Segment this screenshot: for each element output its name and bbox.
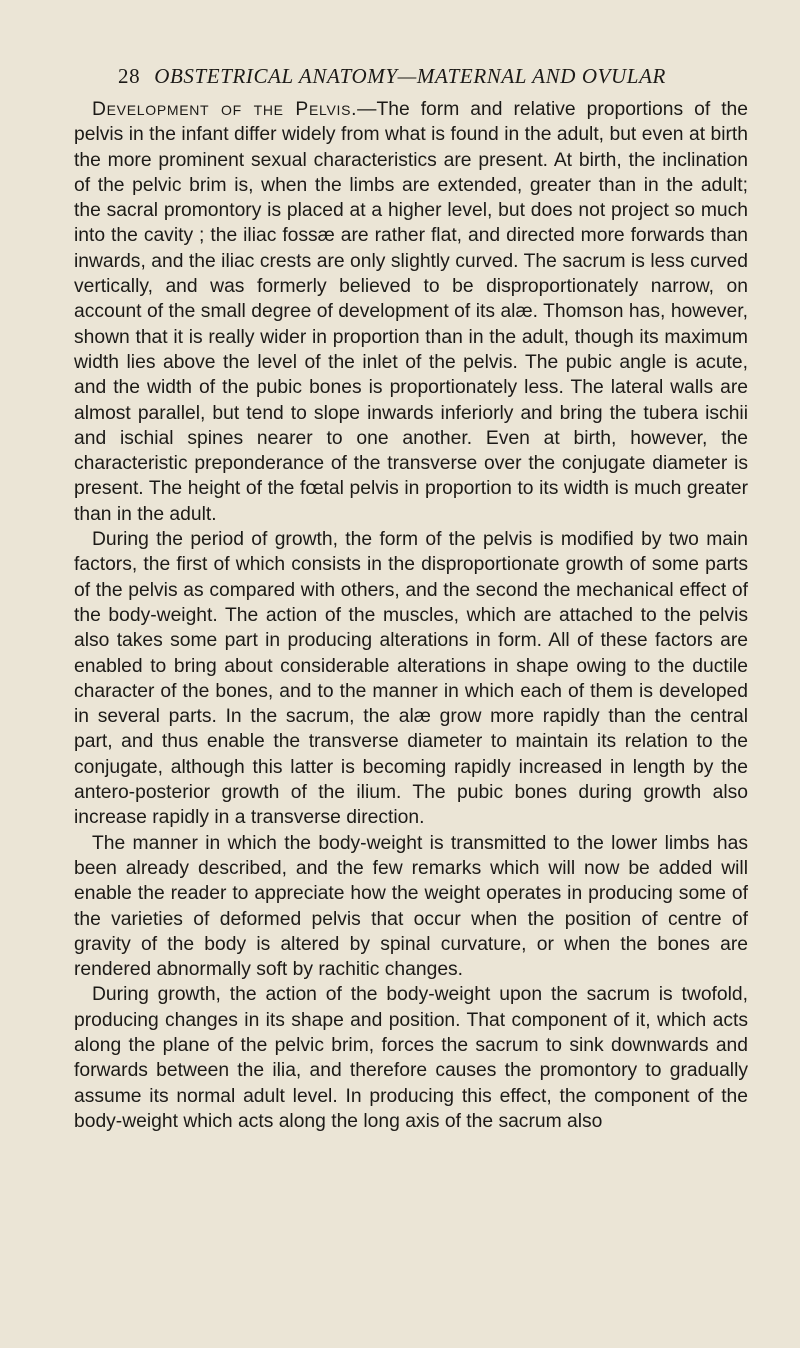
paragraph: During growth, the action of the body-weight upon the sacrum is twofold, producing changes in its shape and position. That component of it, which acts along the plane of the pelvic brim, forces the sacrum to sink downwards and forwards between the ilia, and therefore causes the promontory to gradually assume its normal adult level. In producing this effect, the component of the body-weight which acts along the long axis of the sacrum also [74, 984, 748, 1132]
paragraph: During the period of growth, the form of the pelvis is modified by two main factors, the first of which consists in the disproportionate growth of some parts of the pelvis as compared with others, and the second the mechanical effect of the body-weight. The action of the muscles, which are attached to the pelvis also takes some part in producing alterations in form. All of these factors are enabled to bring about considerable alterations in shape owing to the ductile character of the bones, and to the manner in which each of them is developed in several parts. In the sacrum, the alæ grow more rapidly than the central part, and thus enable the transverse diameter to maintain its relation to the conjugate, although this latter is becoming rapidly increased in length by the antero-posterior growth of the ilium. The pubic bones during growth also increase rapidly in a transverse direction. [74, 529, 748, 829]
section-heading: Development of the Pelvis. [92, 99, 358, 120]
paragraph-text: —The form and relative proportions of the pelvis in the infant differ widely from what is found in the adult, but even at birth the more prominent sexual characteristics are present. At birth, the inclination of the pelvic brim is, when the limbs are extended, greater than in the adult; the sacral promontory is placed at a higher level, but does not project so much into the cavity ; the iliac fossæ are rather flat, and directed more forwards than inwards, and the iliac crests are only slightly curved. The sacrum is less curved vertically, and was formerly believed to be disproportionately narrow, on account of the small degree of development of its alæ. Thomson has, however, shown that it is really wider in proportion than in the adult, though its maximum width lies above the level of the inlet of the pelvis. The pubic angle is acute, and the width of the pubic bones is proportionately less. The lateral walls are almost parallel, but tend to slope inwards inferiorly and bring the tubera ischii and ischial spines nearer to one another. Even at birth, however, the characteristic preponderance of the transverse over the conjugate diameter is present. The height of the fœtal pelvis in proportion to its width is much greater than in the adult. [74, 99, 748, 525]
running-head [118, 64, 758, 94]
body-text [74, 97, 748, 1134]
paragraph [74, 97, 748, 527]
paragraph: The manner in which the body-weight is transmitted to the lower limbs has been already described, and the few remarks which will now be added will enable the reader to appreciate how the weight operates in producing some of the varieties of deformed pelvis that occur when the position of centre of gravity of the body is altered by spinal curvature, or when the bones are rendered abnormally soft by rachitic changes. [74, 832, 748, 981]
page-number: 28 [118, 64, 141, 88]
running-title: OBSTETRICAL ANATOMY—MATERNAL AND OVULAR [154, 64, 666, 88]
